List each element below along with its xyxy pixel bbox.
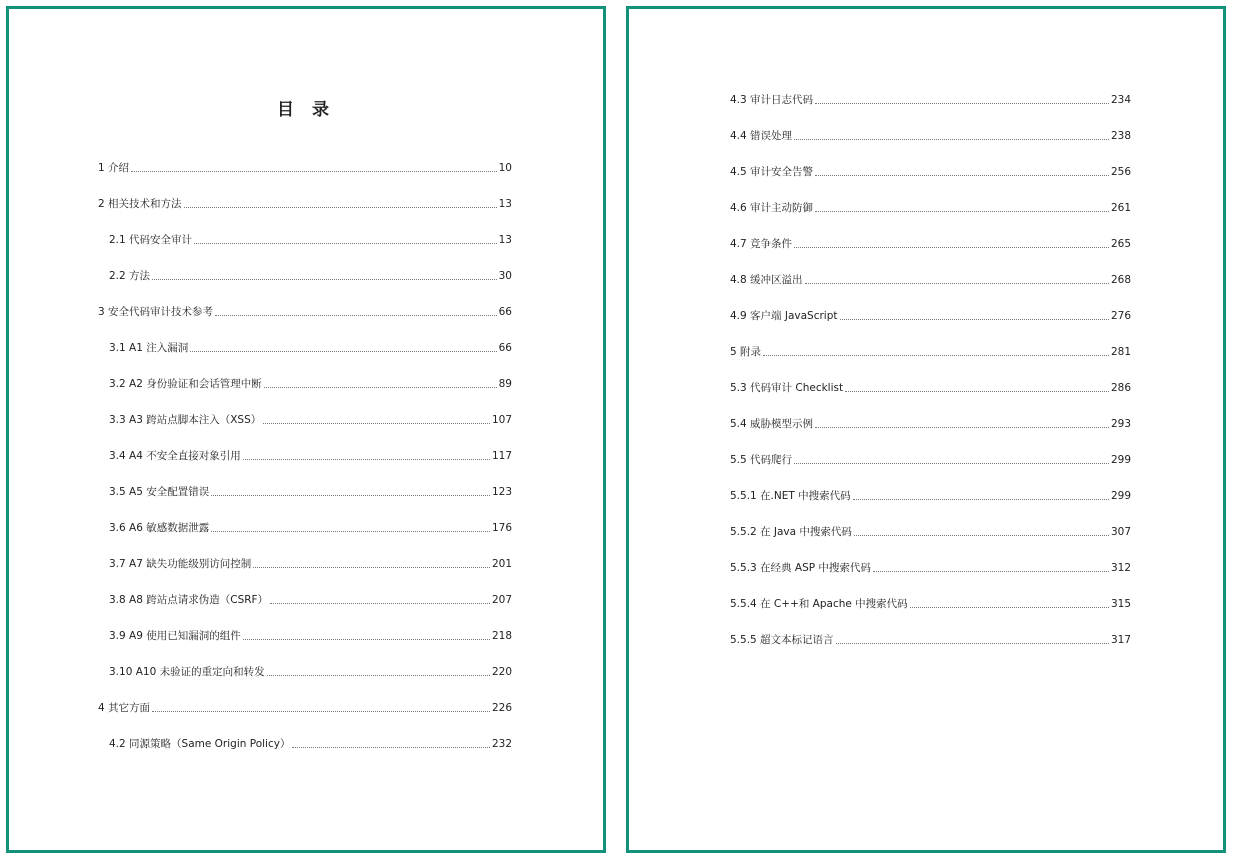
toc-entry[interactable]	[109, 411, 512, 429]
toc-leader-dots	[794, 463, 1109, 464]
toc-leader-dots	[243, 459, 490, 460]
toc-entry-page: 317	[1110, 634, 1131, 646]
toc-entry-page: 117	[491, 450, 512, 462]
toc-leader-dots	[152, 711, 490, 712]
toc-entry-page: 107	[491, 414, 512, 426]
toc-leader-dots	[270, 603, 490, 604]
toc-leader-dots	[253, 567, 490, 568]
toc-leader-dots	[815, 103, 1109, 104]
toc-entry[interactable]	[730, 235, 1131, 253]
toc-entry[interactable]	[109, 483, 512, 501]
toc-entry[interactable]	[98, 159, 512, 177]
toc-entry-label: 5.5.2 在 Java 中搜索代码	[730, 526, 852, 538]
toc-entry[interactable]	[730, 379, 1131, 397]
toc-leader-dots	[763, 355, 1109, 356]
toc-entry-page: 312	[1110, 562, 1131, 574]
toc-entry[interactable]	[109, 627, 512, 645]
toc-page-left	[6, 6, 606, 853]
toc-entry-page: 89	[498, 378, 512, 390]
toc-entry[interactable]	[109, 591, 512, 609]
toc-entry[interactable]	[730, 199, 1131, 217]
toc-entry-label: 3.2 A2 身份验证和会话管理中断	[109, 378, 262, 390]
toc-entry[interactable]	[109, 447, 512, 465]
toc-entry-label: 4.2 同源策略（Same Origin Policy）	[109, 738, 291, 750]
toc-leader-dots	[263, 423, 490, 424]
toc-entry-page: 201	[491, 558, 512, 570]
toc-entry-label: 3.6 A6 敏感数据泄露	[109, 522, 210, 534]
toc-leader-dots	[131, 171, 497, 172]
toc-entry-label: 5.5 代码爬行	[730, 454, 793, 466]
toc-leader-dots	[910, 607, 1109, 608]
toc-entry-label: 4.9 客户端 JavaScript	[730, 310, 838, 322]
toc-entry-page: 234	[1110, 94, 1131, 106]
toc-entry-page: 13	[498, 198, 512, 210]
toc-entry[interactable]	[730, 163, 1131, 181]
toc-entry-page: 218	[491, 630, 512, 642]
toc-leader-dots	[873, 571, 1109, 572]
toc-leader-dots	[184, 207, 497, 208]
toc-leader-dots	[853, 499, 1109, 500]
toc-entry-page: 66	[498, 342, 512, 354]
toc-entry-page: 232	[491, 738, 512, 750]
toc-entry-label: 5 附录	[730, 346, 762, 358]
toc-leader-dots	[211, 531, 490, 532]
toc-entry-label: 4.6 审计主动防御	[730, 202, 814, 214]
toc-entry[interactable]	[109, 267, 512, 285]
toc-leader-dots	[854, 535, 1109, 536]
toc-leader-dots	[215, 315, 497, 316]
toc-leader-dots	[815, 211, 1109, 212]
toc-entry-label: 3.4 A4 不安全直接对象引用	[109, 450, 241, 462]
toc-leader-dots	[243, 639, 490, 640]
toc-entry-page: 123	[491, 486, 512, 498]
toc-entry[interactable]	[109, 339, 512, 357]
toc-entry[interactable]	[98, 195, 512, 213]
toc-entry-page: 13	[498, 234, 512, 246]
toc-entry-label: 2 相关技术和方法	[98, 198, 182, 210]
toc-entry-label: 3.7 A7 缺失功能级别访问控制	[109, 558, 252, 570]
toc-entry-label: 1 介绍	[98, 162, 130, 174]
toc-entry-label: 5.5.5 超文本标记语言	[730, 634, 834, 646]
toc-entry-page: 276	[1110, 310, 1131, 322]
toc-entry-label: 3.5 A5 安全配置错误	[109, 486, 210, 498]
toc-entry[interactable]	[109, 375, 512, 393]
toc-entry[interactable]	[98, 303, 512, 321]
toc-entry-label: 4.8 缓冲区溢出	[730, 274, 803, 286]
toc-entry-label: 4.5 审计安全告警	[730, 166, 814, 178]
toc-entry[interactable]	[109, 231, 512, 249]
toc-entry[interactable]	[109, 663, 512, 681]
toc-entry[interactable]	[730, 271, 1131, 289]
toc-entry-label: 5.5.3 在经典 ASP 中搜索代码	[730, 562, 871, 574]
toc-entry-page: 293	[1110, 418, 1131, 430]
toc-entry[interactable]	[109, 555, 512, 573]
toc-page-right	[626, 6, 1226, 853]
toc-leader-dots	[794, 139, 1109, 140]
toc-entry-label: 3 安全代码审计技术参考	[98, 306, 214, 318]
toc-entry[interactable]	[109, 735, 512, 753]
toc-leader-dots	[267, 675, 490, 676]
toc-leader-dots	[152, 279, 497, 280]
toc-leader-dots	[836, 643, 1109, 644]
toc-entry-label: 3.9 A9 使用已知漏洞的组件	[109, 630, 241, 642]
toc-entry-page: 268	[1110, 274, 1131, 286]
toc-entry-label: 2.1 代码安全审计	[109, 234, 193, 246]
toc-entry[interactable]	[98, 699, 512, 717]
toc-entry-label: 3.1 A1 注入漏洞	[109, 342, 189, 354]
toc-entry-label: 5.4 威胁模型示例	[730, 418, 814, 430]
toc-entry[interactable]	[730, 415, 1131, 433]
toc-leader-dots	[815, 175, 1109, 176]
toc-leader-dots	[845, 391, 1109, 392]
toc-entry-page: 299	[1110, 454, 1131, 466]
toc-entry-page: 10	[498, 162, 512, 174]
toc-entry-page: 315	[1110, 598, 1131, 610]
toc-entry-page: 220	[491, 666, 512, 678]
toc-entry-page: 207	[491, 594, 512, 606]
toc-entry-label: 3.3 A3 跨站点脚本注入（XSS）	[109, 414, 262, 426]
toc-entry-page: 286	[1110, 382, 1131, 394]
toc-entry[interactable]	[730, 631, 1131, 649]
toc-entry-label: 5.5.1 在.NET 中搜索代码	[730, 490, 851, 502]
toc-title: 目 录	[277, 100, 335, 120]
toc-entry-page: 281	[1110, 346, 1131, 358]
toc-entry[interactable]	[730, 487, 1131, 505]
toc-entry-page: 265	[1110, 238, 1131, 250]
toc-entry[interactable]	[730, 91, 1131, 109]
toc-leader-dots	[794, 247, 1109, 248]
toc-entry-page: 261	[1110, 202, 1131, 214]
toc-entry[interactable]	[730, 343, 1131, 361]
toc-entry[interactable]	[109, 519, 512, 537]
toc-leader-dots	[840, 319, 1109, 320]
toc-leader-dots	[292, 747, 490, 748]
toc-entry[interactable]	[730, 451, 1131, 469]
toc-entry-page: 226	[491, 702, 512, 714]
toc-entry-label: 2.2 方法	[109, 270, 151, 282]
toc-entry-page: 66	[498, 306, 512, 318]
toc-entry-page: 30	[498, 270, 512, 282]
toc-entry-page: 256	[1110, 166, 1131, 178]
toc-leader-dots	[211, 495, 490, 496]
toc-leader-dots	[815, 427, 1109, 428]
toc-entry[interactable]	[730, 523, 1131, 541]
toc-entry-label: 4.4 错误处理	[730, 130, 793, 142]
toc-leader-dots	[190, 351, 496, 352]
toc-entry-label: 3.8 A8 跨站点请求伪造（CSRF）	[109, 594, 269, 606]
toc-entry-page: 307	[1110, 526, 1131, 538]
toc-entry-page: 299	[1110, 490, 1131, 502]
toc-entry-page: 176	[491, 522, 512, 534]
toc-entry[interactable]	[730, 559, 1131, 577]
toc-leader-dots	[805, 283, 1109, 284]
toc-entry-label: 4 其它方面	[98, 702, 151, 714]
toc-entry-label: 4.3 审计日志代码	[730, 94, 814, 106]
toc-entry-page: 238	[1110, 130, 1131, 142]
toc-entry[interactable]	[730, 127, 1131, 145]
toc-leader-dots	[194, 243, 497, 244]
toc-entry[interactable]	[730, 595, 1131, 613]
toc-entry-label: 4.7 竞争条件	[730, 238, 793, 250]
toc-leader-dots	[264, 387, 497, 388]
toc-entry-label: 5.3 代码审计 Checklist	[730, 382, 844, 394]
toc-entry[interactable]	[730, 307, 1131, 325]
toc-entry-label: 3.10 A10 未验证的重定向和转发	[109, 666, 265, 678]
toc-entry-label: 5.5.4 在 C++和 Apache 中搜索代码	[730, 598, 908, 610]
